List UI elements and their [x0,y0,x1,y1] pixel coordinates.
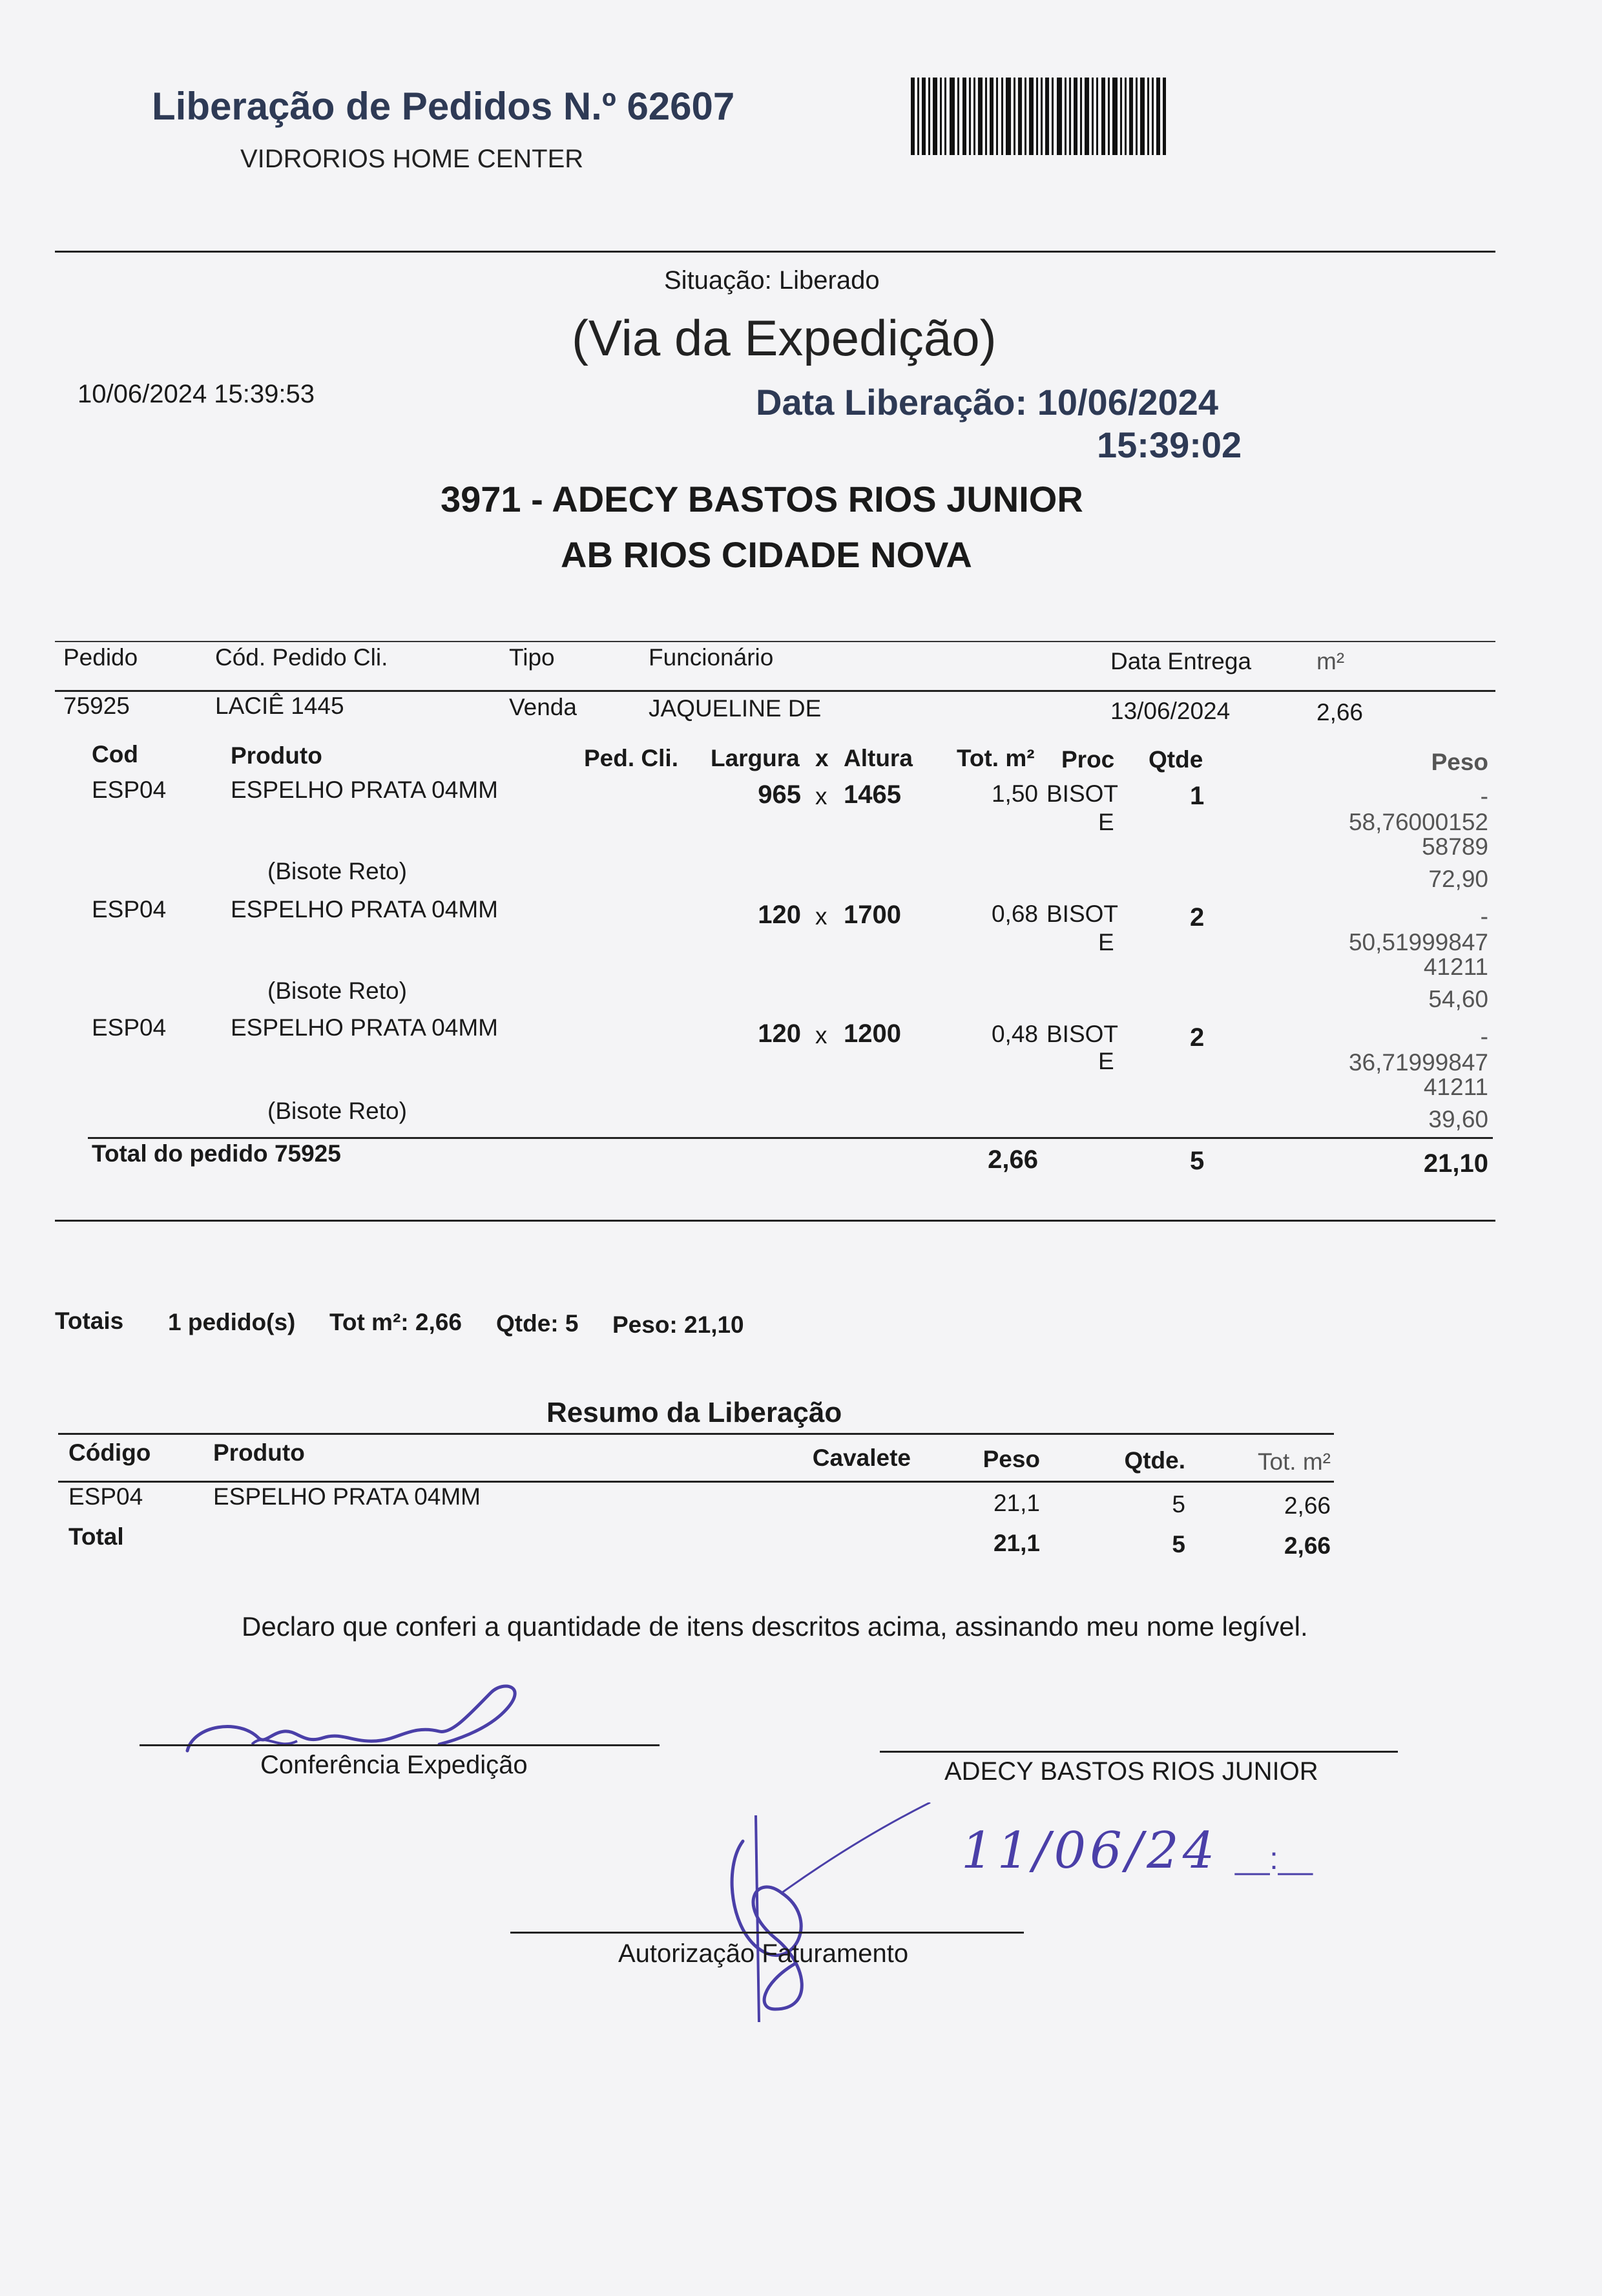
order-header-top-line [55,641,1495,642]
release-time: 15:39:02 [1097,424,1242,465]
totals-pedidos: 1 pedido(s) [168,1309,296,1335]
value-m2: 2,66 [1316,699,1364,725]
col-qtde: Qtde [1149,746,1203,773]
summary-header-line [58,1481,1334,1483]
item-cod: ESP04 [92,896,167,923]
item-note: (Bisote Reto) [267,1098,407,1124]
item-proc-cont: E [1098,1048,1114,1074]
summary-title: Resumo da Liberação [546,1397,842,1428]
col-produto: Produto [231,742,322,769]
col-altura: Altura [844,745,913,771]
item-proc-cont: E [1098,929,1114,955]
order-bottom-line [55,1220,1495,1222]
label-funcionario: Funcionário [649,644,774,671]
conferencia-label: Conferência Expedição [260,1751,528,1779]
item-produto: ESPELHO PRATA 04MM [231,777,498,803]
label-tipo: Tipo [509,644,555,671]
item-altura: 1700 [844,901,901,929]
summary-total-qtde: 5 [1172,1531,1185,1558]
item-proc-cont: E [1098,809,1114,835]
col-ped-cli: Ped. Cli. [584,745,678,771]
signature-autorizacao [698,1802,943,2035]
summary-col-peso: Peso [983,1446,1040,1472]
item-peso-3: 39,60 [1428,1106,1488,1132]
item-qtde: 1 [1190,782,1205,810]
item-cod: ESP04 [92,777,167,803]
summary-total-peso: 21,1 [993,1530,1040,1556]
conferencia-line [140,1744,660,1746]
item-peso-2: 58789 [1422,833,1488,860]
summary-row-tot-m2: 2,66 [1284,1492,1331,1519]
value-tipo: Venda [509,694,577,720]
item-produto: ESPELHO PRATA 04MM [231,896,498,923]
handwritten-date: 11/06/24 [961,1822,1219,1880]
label-cod-pedido-cli: Cód. Pedido Cli. [215,644,388,671]
totals-qtde: Qtde: 5 [496,1310,579,1337]
item-produto: ESPELHO PRATA 04MM [231,1014,498,1041]
value-cod-pedido-cli: LACIÊ 1445 [215,693,344,719]
autorizacao-label: Autorização Faturamento [618,1939,909,1968]
item-peso-dash: - [1480,1023,1488,1050]
item-peso-3: 72,90 [1428,866,1488,892]
item-largura: 120 [758,901,801,929]
item-peso-1: 58,76000152 [1348,809,1488,835]
item-x: x [815,903,827,930]
cliente-line [880,1751,1398,1753]
order-total-peso: 21,10 [1423,1149,1488,1178]
summary-row-peso: 21,1 [993,1490,1040,1516]
order-total-line [88,1137,1493,1139]
item-cod: ESP04 [92,1014,167,1041]
via-title: (Via da Expedição) [572,309,997,366]
item-tot-m2: 1,50 [991,780,1038,807]
item-peso-3: 54,60 [1428,986,1488,1012]
order-header-mid-line [55,690,1495,692]
summary-col-cavalete: Cavalete [812,1445,911,1471]
totals-label: Totais [55,1308,124,1334]
col-x: x [815,745,829,771]
summary-col-produto: Produto [213,1439,305,1466]
col-peso: Peso [1431,749,1488,775]
item-qtde: 2 [1190,1023,1205,1052]
header-divider [55,251,1495,253]
summary-col-qtde: Qtde. [1124,1447,1185,1474]
item-peso-1: 50,51999847 [1348,929,1488,955]
declaration-text: Declaro que conferi a quantidade de itens descritos acima, assinando meu nome legível. [242,1611,1308,1642]
status-text: Situação: Liberado [664,266,880,295]
value-pedido: 75925 [63,693,130,719]
totals-peso: Peso: 21,10 [612,1311,744,1338]
summary-col-tot-m2: Tot. m² [1257,1448,1331,1475]
item-largura: 965 [758,780,801,809]
summary-row-produto: ESPELHO PRATA 04MM [213,1483,481,1510]
printed-at: 10/06/2024 15:39:53 [78,380,315,408]
value-data-entrega: 13/06/2024 [1110,698,1231,724]
item-altura: 1200 [844,1019,901,1048]
summary-col-codigo: Código [68,1439,151,1466]
order-total-qtde: 5 [1190,1147,1205,1175]
summary-total-label: Total [68,1523,124,1550]
item-proc: BISOT [1046,901,1119,927]
item-tot-m2: 0,48 [991,1021,1038,1047]
order-total-m2: 2,66 [988,1145,1038,1174]
value-funcionario: JAQUELINE DE [649,695,822,722]
label-data-entrega: Data Entrega [1110,648,1252,674]
item-altura: 1465 [844,780,901,809]
summary-row-codigo: ESP04 [68,1483,143,1510]
handwritten-time-blank: __:__ [1235,1842,1313,1876]
summary-total-tot-m2: 2,66 [1284,1532,1331,1559]
customer-store: AB RIOS CIDADE NOVA [561,534,972,575]
item-proc: BISOT [1046,1021,1119,1047]
company-name: VIDRORIOS HOME CENTER [240,145,584,173]
item-tot-m2: 0,68 [991,901,1038,927]
item-peso-dash: - [1480,903,1488,930]
customer-name: 3971 - ADECY BASTOS RIOS JUNIOR [441,479,1083,519]
order-total-label: Total do pedido 75925 [92,1140,341,1167]
item-x: x [815,1022,827,1049]
label-pedido: Pedido [63,644,138,671]
item-note: (Bisote Reto) [267,858,407,884]
item-largura: 120 [758,1019,801,1048]
summary-row-qtde: 5 [1172,1491,1185,1518]
summary-top-line [58,1433,1334,1435]
cliente-name: ADECY BASTOS RIOS JUNIOR [944,1757,1318,1786]
release-date: Data Liberação: 10/06/2024 [756,382,1218,423]
item-note: (Bisote Reto) [267,977,407,1004]
item-peso-1: 36,71999847 [1348,1049,1488,1076]
col-largura: Largura [711,745,800,771]
barcode [911,78,1166,155]
item-x: x [815,783,827,809]
item-qtde: 2 [1190,903,1205,932]
label-m2: m² [1316,648,1345,674]
item-peso-dash: - [1480,783,1488,809]
col-tot-m2: Tot. m² [957,745,1035,771]
autorizacao-line [510,1932,1024,1934]
col-proc: Proc [1061,746,1115,773]
totals-m2: Tot m²: 2,66 [329,1309,462,1335]
col-cod: Cod [92,741,138,767]
item-peso-2: 41211 [1423,1074,1488,1100]
item-proc: BISOT [1046,780,1119,807]
page-title: Liberação de Pedidos N.º 62607 [152,85,735,128]
item-peso-2: 41211 [1423,954,1488,980]
